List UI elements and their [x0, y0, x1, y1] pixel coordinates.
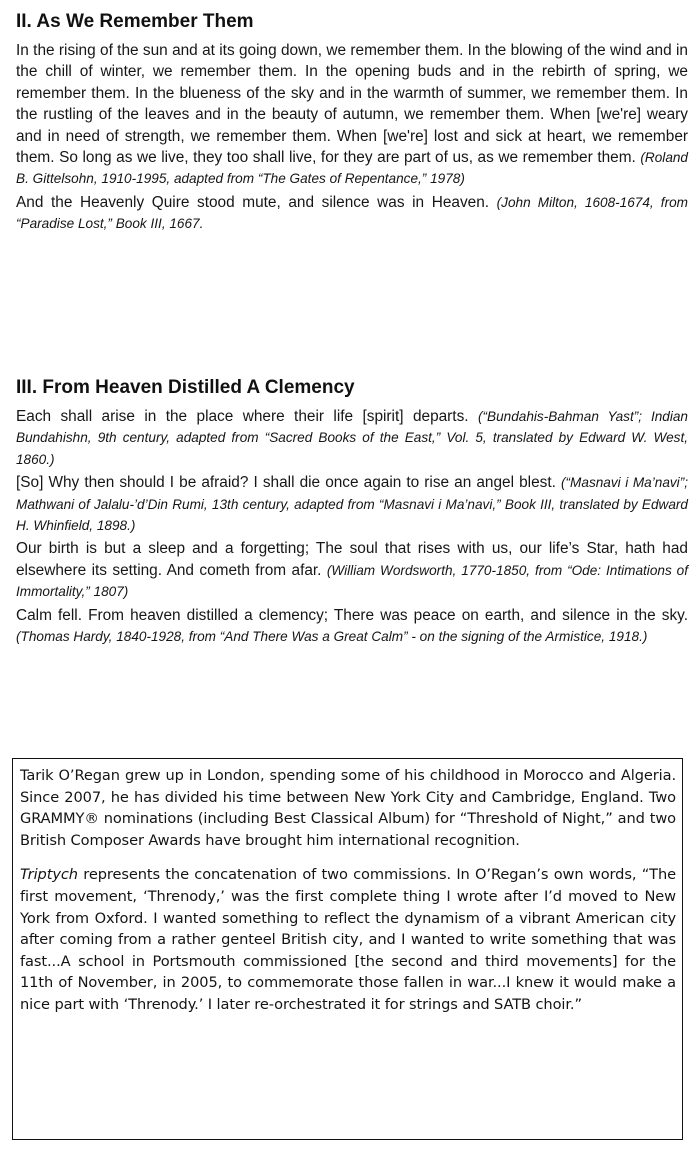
poem-citation: (Roland B. Gittelsohn, 1910-1995, adapted from “The Gates of Repentance,” 1978)	[16, 150, 688, 187]
composer-bio-box	[12, 758, 683, 1140]
poem-citation: (John Milton, 1608-1674, from “Paradise Lost,” Book III, 1667.	[16, 194, 688, 232]
work-title: Triptych	[20, 866, 78, 884]
poem-paragraph	[16, 605, 688, 648]
poem-paragraph	[16, 192, 688, 235]
poem-paragraph	[16, 406, 688, 470]
poem-text: Each shall arise in the place where their life [spirit] departs.	[16, 408, 469, 425]
poem-citation: (“Bundahis-Bahman Yast”; Indian Bundahishn, 9th century, adapted from “Sacred Books of the East,” Vol. 5, translated by Edward W. West, 1860.)	[16, 409, 688, 467]
poem-text: In the rising of the sun and at its going down, we remember them. In the blowing of the wind and in the chill of winter, we remember them. In the opening buds and in the rebirth of spring, we remember them. In the blueness of the sky and in the warmth of summer, we remember them. In the rustling of the leaves and in the beauty of autumn, we remember them. When [we're] weary and in need of strength, we remember them. When [we're] lost and sick at heart, we remember them. So long as we live, they too shall live, for they are part of us, as we remember them.	[16, 42, 688, 167]
bio-paragraph	[20, 864, 676, 1015]
poem-text: Our birth is but a sleep and a forgetting; The soul that rises with us, our life’s Star, hath had elsewhere its setting. And cometh from afar.	[16, 540, 688, 579]
poem-text: [So] Why then should I be afraid? I shall die once again to rise an angel blest.	[16, 474, 556, 492]
section-from-heaven-distilled	[16, 376, 688, 649]
poem-citation: (William Wordsworth, 1770-1850, from “Ode: Intimations of Immortality,” 1807)	[16, 562, 689, 600]
poem-citation: (“Masnavi i Ma’navi”; Mathwani of Jalalu-’d’Din Rumi, 13th century, adapted from “Masnavi i Ma’navi,” Book III, translated by Edward H. Whinfield, 1898.)	[16, 475, 688, 534]
poem-citation: (Thomas Hardy, 1840-1928, from “And There Was a Great Calm” - on the signing of the Armistice, 1918.)	[16, 629, 648, 645]
poem-paragraph	[16, 40, 688, 190]
poem-paragraph	[16, 472, 688, 536]
section-heading: III. From Heaven Distilled A Clemency	[16, 377, 355, 398]
section-as-we-remember-them	[16, 10, 688, 237]
poem-text: And the Heavenly Quire stood mute, and silence was in Heaven.	[16, 193, 490, 211]
poem-paragraph	[16, 538, 688, 602]
bio-paragraph: Tarik O’Regan grew up in London, spending some of his childhood in Morocco and Algeria. Since 2007, he has divided his time between New York City and Cambridge, England. Two GRAMMY® nominations (including Best Classical Album) for “Threshold of Night,” and two British Composer Awards have brought him international recognition.	[20, 767, 676, 849]
poem-text: Calm fell. From heaven distilled a clemency; There was peace on earth, and silence in the sky.	[16, 606, 688, 624]
bio-text: represents the concatenation of two commissions. In O’Regan’s own words, “The first movement, ‘Threnody,’ was the first complete thing I wrote after I’d moved to New York from Oxford. I wanted something to reflect the dynamism of a vibrant American city after coming from a rather genteel British city, and I wanted to write something that was fast...A school in Portsmouth commissioned [the second and third movements] for the 11th of November, in 2005, to commemorate those fallen in war...I knew it would make a nice part with ‘Threnody.’ I later re-orchestrated it for strings and SATB choir.”	[20, 866, 676, 1013]
section-heading: II. As We Remember Them	[16, 11, 254, 32]
